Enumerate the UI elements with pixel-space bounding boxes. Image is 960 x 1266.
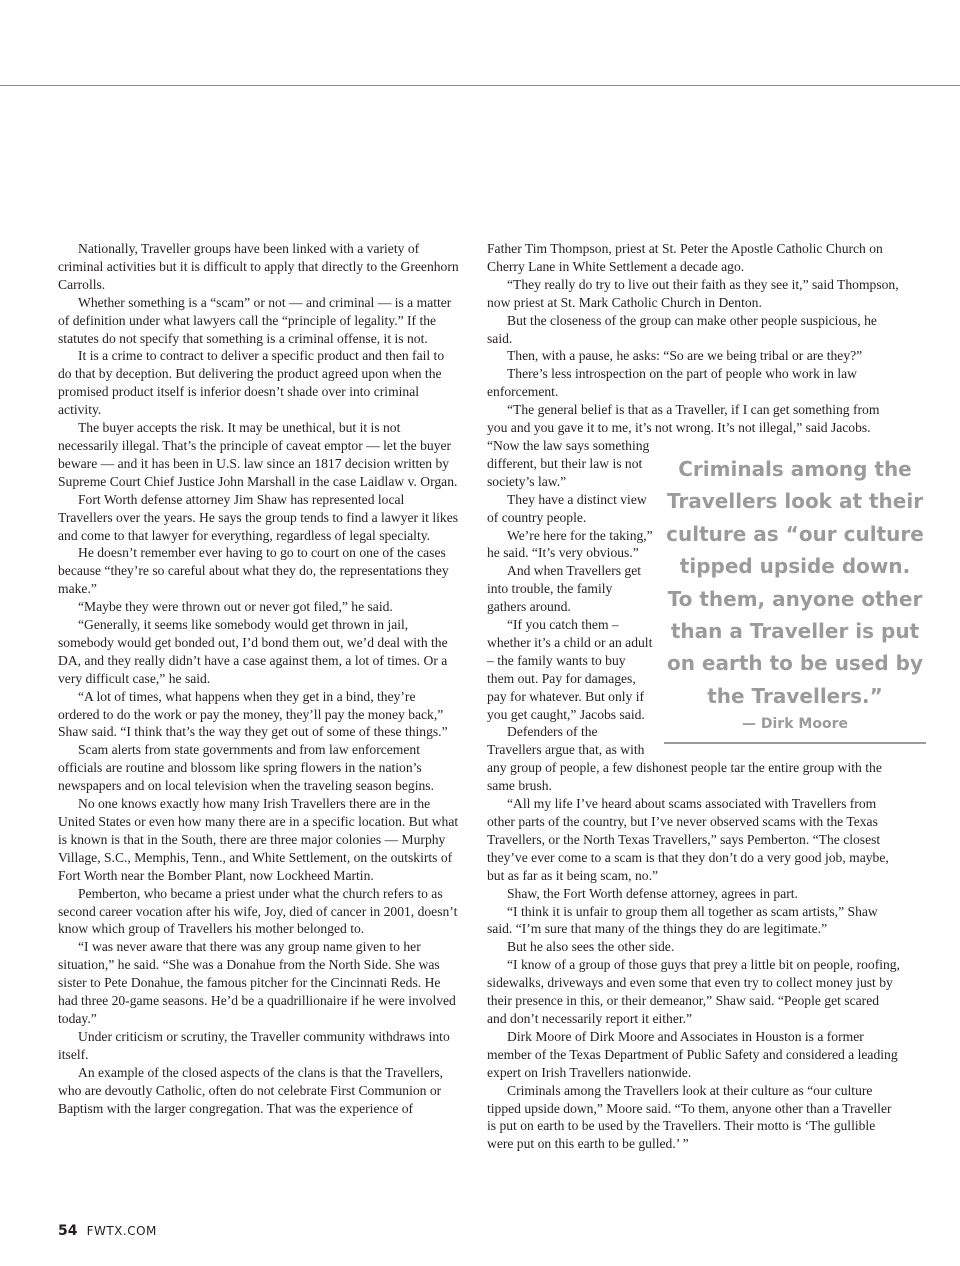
page-footer — [58, 1220, 157, 1239]
body-paragraph: Under criticism or scrutiny, the Traveller community withdraws into itself. — [58, 1028, 450, 1062]
body-paragraph: “I know of a group of those guys that prey a little bit on people, roofing, sidewalks, driveways and even some that even try to collect money just by their presence in this, or their demeanor,” Shaw said. “People get scared and don’t necessarily report it either.” — [487, 957, 900, 1026]
body-paragraph: Pemberton, who became a priest under what the church refers to as second career vocation after his wife, Joy, died of cancer in 2001, doesn’t know which group of Travellers his mother belonged to. — [58, 885, 458, 937]
pull-quote-attribution: — Dirk Moore — [742, 716, 848, 733]
left-text-column — [58, 240, 460, 1117]
body-paragraph: Whether something is a “scam” or not — and criminal — is a matter of definition under what lawyers call the “principle of legality.” If the statutes do not specify that something is a criminal offense, it is not. — [58, 294, 452, 346]
body-paragraph: Defenders of the Travellers argue that, as with any group of people, a few dishonest people tar the entire group with the same brush. — [487, 724, 882, 794]
body-paragraph: Shaw, the Fort Worth defense attorney, agrees in part. — [507, 885, 798, 901]
right-text-column — [487, 240, 924, 1153]
body-paragraph: “Generally, it seems like somebody would get thrown in jail, somebody would get bonded out, I’d bond them out, we’d deal with the DA, and they really didn’t have a case against them, a lot of times. Or a very difficult case,” he said. — [58, 617, 448, 686]
body-paragraph: An example of the closed aspects of the clans is that the Travellers, who are devoutly Catholic, often do not celebrate First Communion or Baptism with the larger congregation. That was the experience of — [58, 1064, 444, 1116]
body-paragraph: The buyer accepts the risk. It may be unethical, but it is not necessarily illegal. That’s the principle of caveat emptor — let the buyer beware — and it has been in U.S. law since an 1817 decision written by Supreme Court Chief Justice John Marshall in the case Laidlaw v. Organ. — [58, 420, 458, 489]
body-paragraph: Father Tim Thompson, priest at St. Peter the Apostle Catholic Church on Cherry Lane in White Settlement a decade ago. — [487, 241, 883, 274]
body-paragraph: “If you catch them – whether it’s a child or an adult – the family wants to buy them out. Pay for damages, pay for whatever. But only if you get caught,” Jacobs said. — [487, 617, 653, 722]
body-paragraph: “A lot of times, what happens when they get in a bind, they’re ordered to do the work or pay the money, they’ll pay the money back,” Shaw said. “I think that’s the way they get out of some of these things.” — [58, 688, 448, 740]
body-paragraph: Scam alerts from state governments and from law enforcement officials are routine and blossom like spring flowers in the nation’s newspapers and on local television when the traveling season begins. — [58, 742, 434, 794]
body-paragraph: There’s less introspection on the part of people who work in law enforcement. — [487, 366, 857, 400]
pull-quote — [664, 453, 926, 744]
body-paragraph: But he also sees the other side. — [507, 939, 675, 955]
site-name: FWTX.COM — [86, 1224, 157, 1238]
body-paragraph: Dirk Moore of Dirk Moore and Associates in Houston is a former member of the Texas Department of Public Safety and considered a leading expert on Irish Travellers nationwide. — [487, 1028, 898, 1080]
body-paragraph: “Now the law says something different, but their law is not society’s law.” — [487, 437, 650, 489]
body-paragraph: “All my life I’ve heard about scams associated with Travellers from other parts of the country, but I’ve never observed scams with the Texas Travellers, or the North Texas Travellers,” says Pemberton. “The closest they’ve ever come to a scam is that they don’t do a very good job, maybe, but as far as it being scam, no.” — [487, 796, 889, 883]
body-paragraph: It is a crime to contract to deliver a specific product and then fail to do that by deception. But delivering the product agreed upon when the promised product itself is inferior doesn’t shade over into criminal activity. — [58, 348, 445, 418]
body-paragraph: “Maybe they were thrown out or never got filed,” he said. — [78, 599, 393, 615]
page-number: 54 — [58, 1223, 78, 1239]
body-paragraph: They have a distinct view of country people. — [487, 491, 647, 525]
body-paragraph: Fort Worth defense attorney Jim Shaw has represented local Travellers over the years. He says the group tends to find a lawyer it likes and come to that lawyer for everything, regardless of legal specialty. — [58, 491, 459, 543]
body-paragraph: “They really do try to live out their faith as they see it,” said Thompson, now priest at St. Mark Catholic Church in Denton. — [487, 276, 899, 310]
body-paragraph: “I think it is unfair to group them all together as scam artists,” Shaw said. “I’m sure that many of the things they do are legitimate.” — [487, 903, 878, 937]
body-paragraph: But the closeness of the group can make other people suspicious, he said. — [487, 312, 877, 346]
body-paragraph: Criminals among the Travellers look at their culture as “our culture tipped upside down,” Moore said. “To them, anyone other than a Traveller is put on earth to be used by the Travellers. Their motto is ‘The gullible were put on this earth to be gulled.’ ” — [487, 1082, 892, 1152]
body-paragraph: And when Travellers get into trouble, the family gathers around. — [487, 563, 642, 615]
pull-quote-text: Criminals among the Travellers look at their culture as “our culture tipped upside down. To them, anyone other than a Traveller is put on earth to be used by the Travellers.” — [666, 456, 924, 708]
top-rule — [0, 85, 960, 86]
body-paragraph: “I was never aware that there was any group name given to her situation,” he said. “She was a Donahue from the North Side. She was sister to Pete Donahue, the famous pitcher for the Cincinnati Reds. He had three 20-game seasons. He’d be a quadrillionaire if he were involved today.” — [58, 939, 456, 1026]
body-paragraph: “The general belief is that as a Traveller, if I can get something from you and you gave it to me, it’s not wrong. It’s not illegal,” said Jacobs. — [487, 402, 880, 436]
body-paragraph: No one knows exactly how many Irish Travellers there are in the United States or even how many there are in a specific location. But what is known is that in the South, there are three major colonies — Murphy Village, S.C., Memphis, Tenn., and White Settlement, on the outskirts of Fort Worth near the Bomber Plant, now Lockheed Martin. — [58, 796, 459, 883]
body-paragraph: We’re here for the taking,” he said. “It’s very obvious.” — [487, 527, 653, 561]
body-paragraph: Then, with a pause, he asks: “So are we being tribal or are they?” — [507, 348, 863, 364]
body-paragraph: He doesn’t remember ever having to go to court on one of the cases because “they’re so careful about what they do, the representations they make.” — [58, 545, 449, 597]
body-paragraph: Nationally, Traveller groups have been linked with a variety of criminal activities but it is difficult to apply that directly to the Greenhorn Carrolls. — [58, 241, 459, 292]
